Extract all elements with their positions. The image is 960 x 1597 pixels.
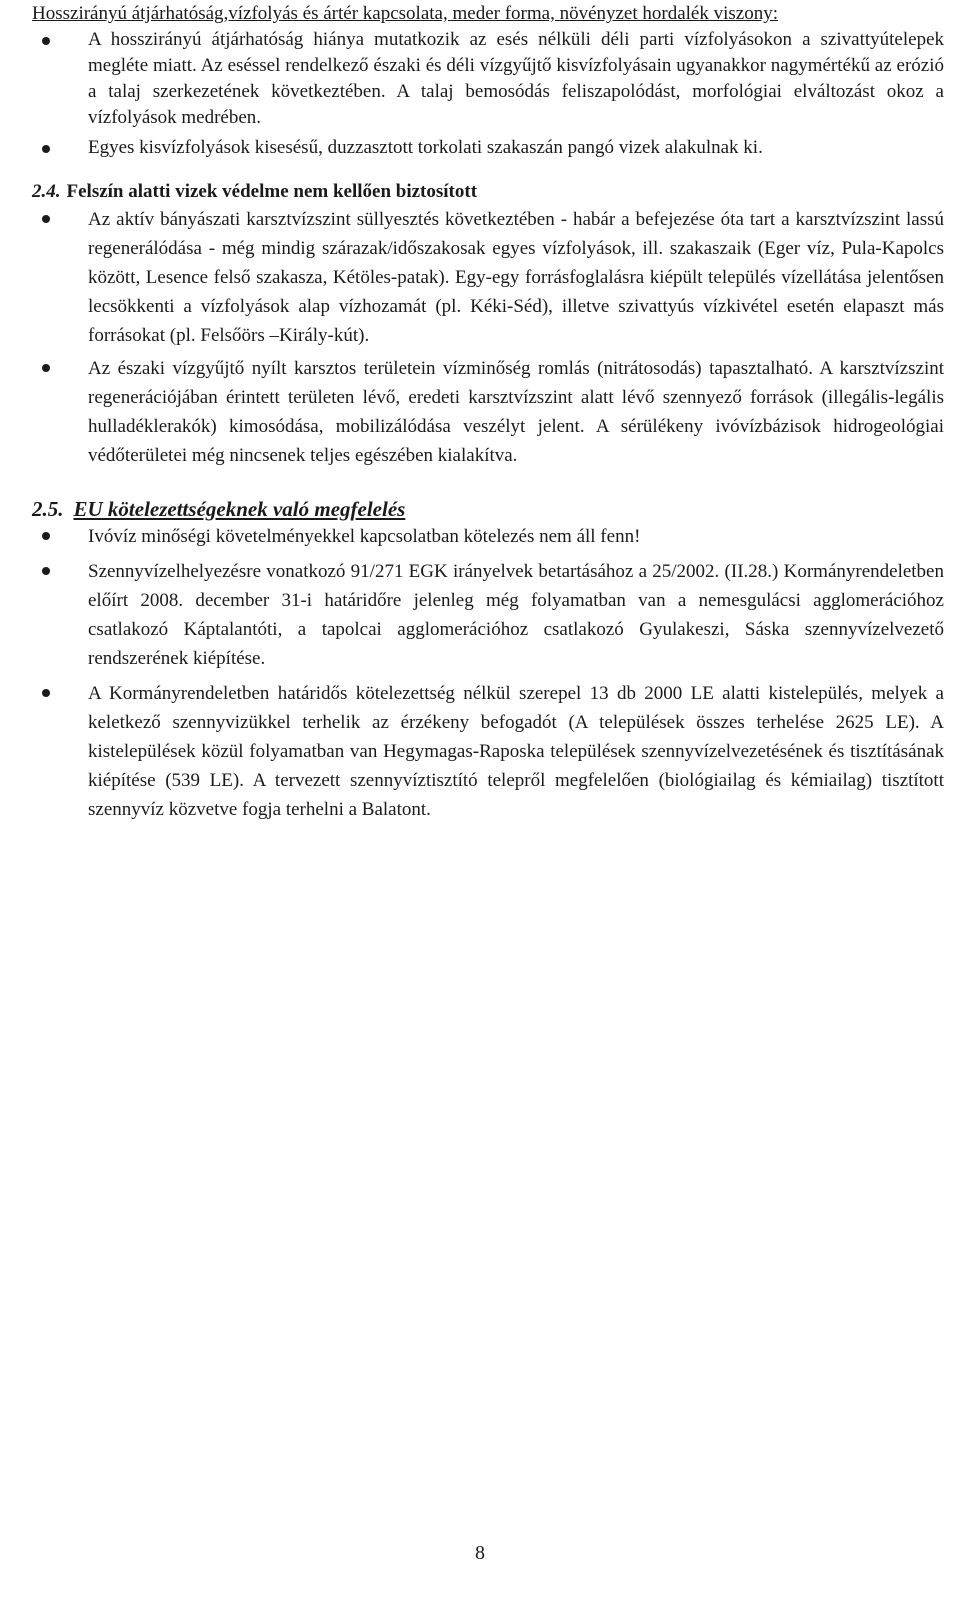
list-item: Egyes kisvízfolyások kisesésű, duzzasztott torkolati szakaszán pangó vizek alakulnak ki. bbox=[32, 135, 944, 161]
section-2-5-bullet-list bbox=[32, 522, 944, 824]
document-page bbox=[32, 0, 944, 830]
section-number: 2.4. bbox=[32, 181, 61, 202]
list-item: Ivóvíz minőségi követelményekkel kapcsolatban kötelezés nem áll fenn! bbox=[32, 522, 944, 551]
section-title: EU kötelezettségeknek való megfelelés bbox=[73, 497, 406, 521]
list-item: Az északi vízgyűjtő nyílt karsztos területein vízminőség romlás (nitrátosodás) tapasztalható. A karsztvízszint regenerációjában érintett területen lévő, eredeti karsztvízszint alatt lévő szennyező források (illegális-legális hulladéklerakók) kimosódása, mobilizálódása veszélyt jelent. A sérülékeny ivóvízbázisok hidrogeológiai védőterületei még nincsenek teljes egészében kialakítva. bbox=[32, 354, 944, 470]
section-number: 2.5. bbox=[32, 497, 64, 521]
page-number: 8 bbox=[475, 1542, 485, 1564]
list-item: Szennyvízelhelyezésre vonatkozó 91/271 EGK irányelvek betartásához a 25/2002. (II.28.) Kormányrendeletben előírt 2008. december 31-i határidőre jelenleg még folyamatban van a nemesgulácsi agglomerációhoz csatlakozó Káptalantóti, a tapolcai agglomerációhoz csatlakozó Gyulakeszi, Sáska szennyvízelvezető rendszerének kiépítése. bbox=[32, 557, 944, 673]
section-title: Felszín alatti vizek védelme nem kellően biztosított bbox=[66, 181, 478, 202]
section-heading-2-4 bbox=[32, 179, 944, 205]
intro-heading: Hosszirányú átjárhatóság,vízfolyás és ártér kapcsolata, meder forma, növényzet hordalék viszony: bbox=[32, 3, 779, 24]
section-heading-2-5 bbox=[32, 496, 944, 522]
list-item: Az aktív bányászati karsztvízszint süllyesztés következtében - habár a befejezése óta tart a karsztvízszint lassú regenerálódása - még mindig szárazak/időszakosak egyes vízfolyások, ill. szakaszaik (Eger víz, Pula-Kapolcs között, Lesence felső szakasza, Kétöles-patak). Egy-egy forrásfoglalásra kiépült település vízellátása jelentősen lecsökkenti a vízfolyások alap vízhozamát (pl. Kéki-Séd), illetve szivattyús vízkivétel esetén elapaszt más forrásokat (pl. Felsőörs –Király-kút). bbox=[32, 205, 944, 350]
list-item: A hosszirányú átjárhatóság hiánya mutatkozik az esés nélküli déli parti vízfolyásokon a szivattyútelepek megléte miatt. Az eséssel rendelkező északi és déli vízgyűjtő kisvízfolyásain ugyanakkor nagymértékű az erózió a talaj szerkezetének következtében. A talaj bemosódás feliszapolódást, morfológiai elváltozást okoz a vízfolyások medrében. bbox=[32, 27, 944, 131]
intro-bullet-list bbox=[32, 27, 944, 161]
section-2-4-bullet-list bbox=[32, 205, 944, 470]
list-item: A Kormányrendeletben határidős kötelezettség nélkül szerepel 13 db 2000 LE alatti kistelepülés, melyek a keletkező szennyvizükkel terhelik az érzékeny befogadót (A települések összes terhelése 2625 LE). A kistelepülések közül folyamatban van Hegymagas-Raposka települések szennyvízelvezetésének és tisztításának kiépítése (539 LE). A tervezett szennyvíztisztító telepről megfelelően (biológiailag és kémiailag) tisztított szennyvíz közvetve fogja terhelni a Balatont. bbox=[32, 679, 944, 824]
